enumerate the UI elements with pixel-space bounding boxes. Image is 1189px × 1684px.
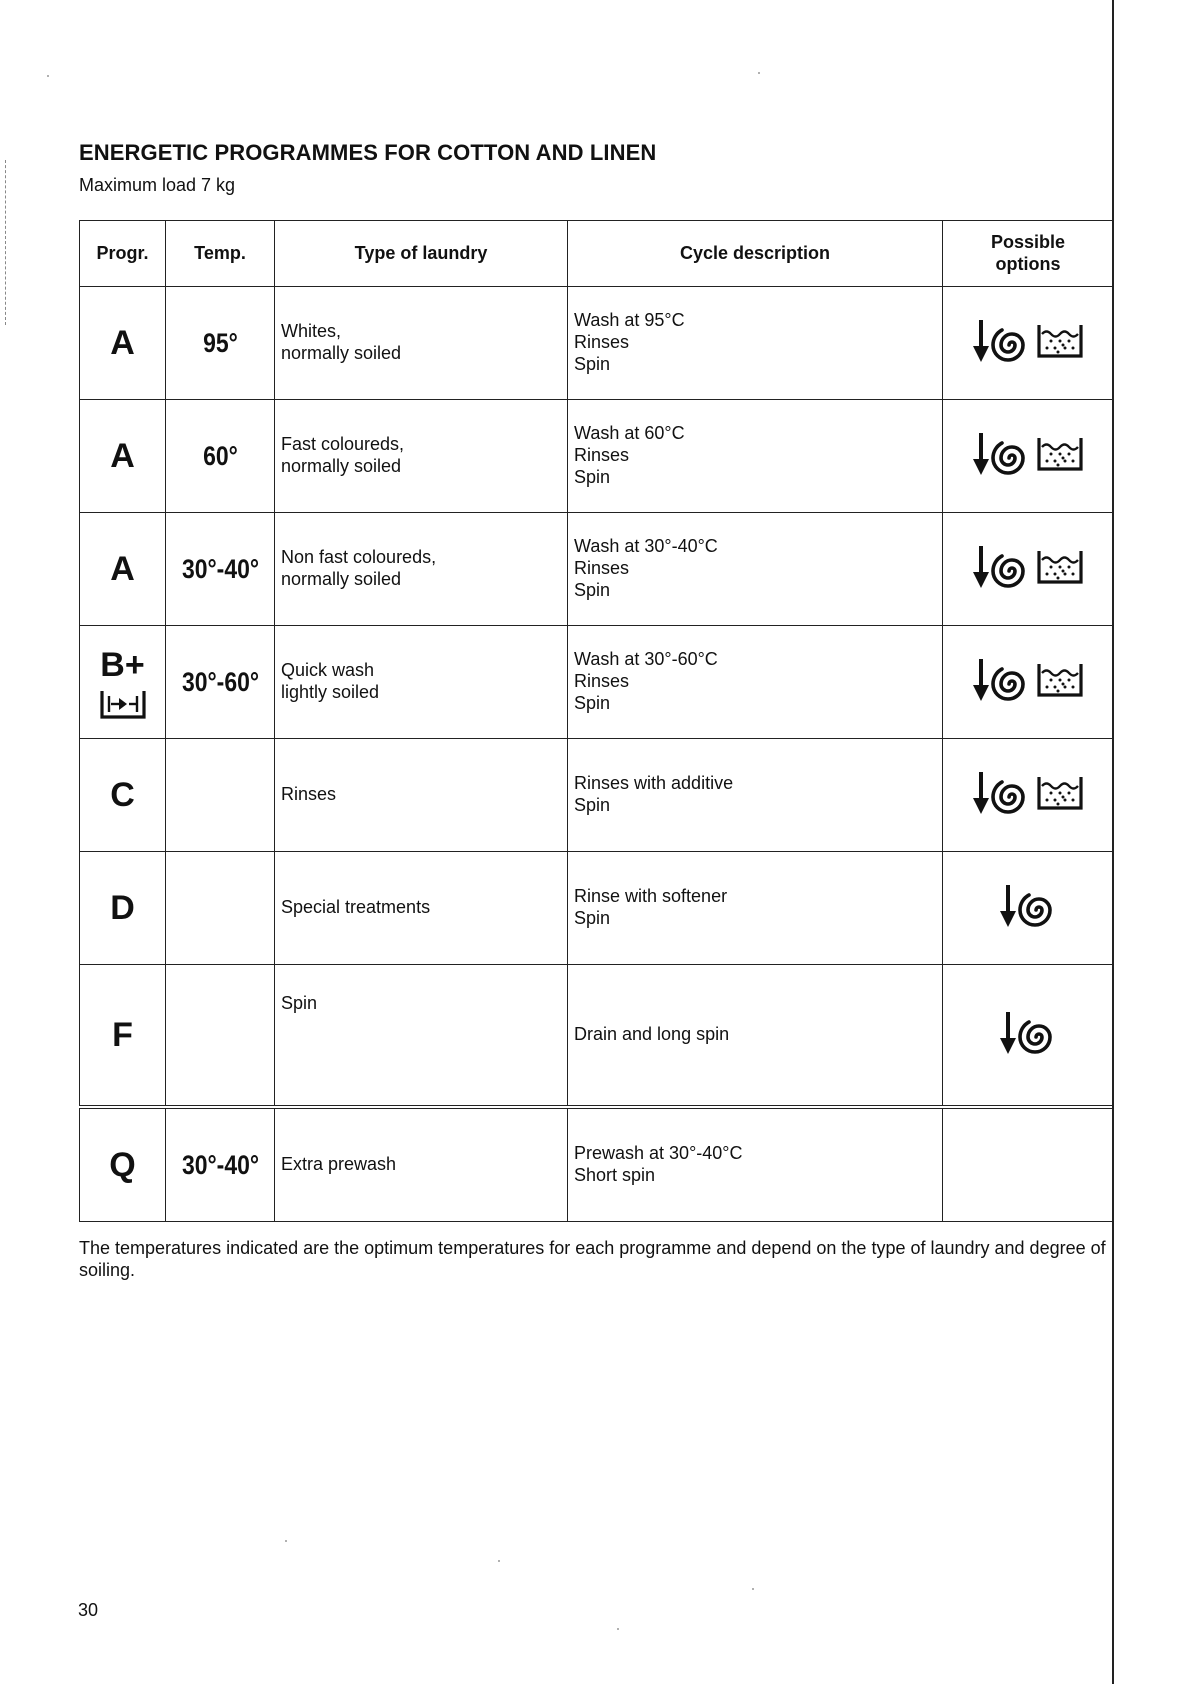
laundry-type-line: Rinses: [281, 784, 337, 805]
table-row: [80, 287, 1114, 400]
table-row: [80, 400, 1114, 513]
laundry-type-line: Extra prewash: [281, 1154, 397, 1175]
laundry-type-line: Non fast coloureds,: [281, 547, 437, 568]
page-subtitle: Maximum load 7 kg: [79, 175, 236, 195]
options-cell: [943, 287, 1114, 400]
rinse-hold-icon: [1036, 548, 1084, 586]
cycle-description-cell: [568, 965, 943, 1106]
spin-reduction-icon: [972, 316, 1030, 366]
programme-letter: C: [110, 775, 135, 814]
laundry-type-line: Fast coloureds,: [281, 434, 405, 455]
spin-reduction-icon: [999, 881, 1057, 931]
programme-letter: F: [112, 1015, 133, 1054]
cycle-description-line: Spin: [574, 466, 611, 487]
header-progr: Progr.: [80, 221, 166, 287]
programme-letter-cell: [80, 400, 166, 513]
cycle-description-line: Spin: [574, 353, 611, 374]
programme-letter-cell: [80, 287, 166, 400]
temperature-cell: [174, 965, 267, 1106]
rinse-hold-icon: [1036, 435, 1084, 473]
temperature-cell: 30°-40°: [174, 513, 267, 626]
programme-letter-cell: [80, 739, 166, 852]
spin-reduction-icon: [972, 542, 1030, 592]
laundry-type-line: lightly soiled: [281, 682, 380, 702]
laundry-type-line: Special treatments: [281, 897, 431, 918]
binding-marks: [5, 160, 7, 325]
cycle-description-line: Prewash at 30°-40°C: [574, 1143, 743, 1164]
laundry-type-cell: [275, 400, 568, 513]
cycle-description-line: Rinses: [574, 445, 630, 466]
footnote: The temperatures indicated are the optimum temperatures for each programme and depend on the type of laundry and degree of soiling.: [79, 1238, 1106, 1280]
programme-letter-cell: [80, 852, 166, 965]
programme-letter: B+: [100, 645, 145, 684]
cycle-description-cell: [568, 287, 943, 400]
options-cell: [943, 965, 1114, 1106]
cycle-description-line: Spin: [574, 579, 611, 600]
programme-letter-cell: [80, 965, 166, 1106]
temperature-cell: [174, 852, 267, 965]
spin-reduction-icon: [972, 655, 1030, 705]
page-number: 30: [78, 1600, 99, 1620]
cycle-description-line: Rinse with softener: [574, 886, 728, 907]
cycle-description-line: Rinses: [574, 558, 630, 579]
options-icons: [972, 655, 1084, 705]
options-icons: [999, 881, 1057, 931]
header-options: Possible options: [943, 221, 1114, 287]
cycle-description-line: Wash at 30°-60°C: [574, 649, 718, 670]
options-icons: [972, 429, 1084, 479]
laundry-type-line: Quick wash: [281, 660, 375, 681]
speck: [47, 75, 49, 77]
cycle-description-line: Spin: [574, 908, 611, 928]
programme-letter: A: [110, 436, 135, 475]
laundry-type-line: normally soiled: [281, 569, 402, 589]
cycle-description-cell: [568, 400, 943, 513]
options-cell: [943, 852, 1114, 965]
speck: [617, 1628, 619, 1630]
table-row: [80, 1109, 1114, 1222]
cycle-description-line: Rinses: [574, 332, 630, 353]
cycle-description-line: Wash at 30°-40°C: [574, 536, 718, 557]
page-title: ENERGETIC PROGRAMMES FOR COTTON AND LINEN: [79, 140, 657, 165]
options-cell: [943, 626, 1114, 739]
programme-letter-cell: [80, 626, 166, 739]
rinse-hold-icon: [1036, 774, 1084, 812]
laundry-type-cell: [275, 739, 568, 852]
laundry-type-cell: [275, 287, 568, 400]
table-row: [80, 626, 1114, 739]
options-icons: [972, 542, 1084, 592]
laundry-type-line: normally soiled: [281, 456, 402, 476]
programme-letter: D: [110, 888, 135, 927]
cycle-description-line: Rinses with additive: [574, 773, 734, 794]
programme-letter: A: [110, 549, 135, 588]
temperature-cell: 30°-60°: [174, 626, 267, 739]
temperature-cell: 95°: [174, 287, 267, 400]
spin-reduction-icon: [999, 1008, 1057, 1058]
options-icons: [972, 316, 1084, 366]
laundry-type-line: normally soiled: [281, 343, 402, 363]
cycle-description-line: Spin: [574, 692, 611, 713]
programme-table: [79, 220, 1114, 1106]
header-type: Type of laundry: [275, 221, 568, 287]
spin-reduction-icon: [972, 768, 1030, 818]
options-cell: [943, 400, 1114, 513]
rinse-hold-icon: [1036, 661, 1084, 699]
laundry-type-cell: [275, 1109, 568, 1222]
speck: [498, 1560, 500, 1562]
table-row: [80, 739, 1114, 852]
header-cycle: Cycle description: [568, 221, 943, 287]
laundry-type-line: Whites,: [281, 321, 342, 342]
speck: [752, 1588, 754, 1590]
temperature-cell: 30°-40°: [174, 1109, 267, 1222]
laundry-type-line: Spin: [281, 993, 318, 1013]
programme-letter-cell: [80, 1109, 166, 1222]
temperature-cell: 60°: [174, 400, 267, 513]
cycle-description-cell: [568, 1109, 943, 1222]
laundry-type-cell: [275, 513, 568, 626]
options-icons: [972, 768, 1084, 818]
cycle-description-cell: [568, 852, 943, 965]
cycle-description-cell: [568, 739, 943, 852]
rinse-hold-icon: [1036, 322, 1084, 360]
laundry-type-cell: [275, 965, 568, 1106]
cycle-description-line: Wash at 95°C: [574, 310, 685, 331]
speck: [758, 72, 760, 74]
cycle-description-line: Wash at 60°C: [574, 423, 685, 444]
cycle-description-line: Rinses: [574, 671, 630, 692]
header-temp: Temp.: [166, 221, 275, 287]
options-cell: [943, 513, 1114, 626]
options-icons: [999, 1008, 1057, 1058]
extra-prewash-table: [79, 1108, 1114, 1222]
programme-letter: Q: [109, 1145, 136, 1184]
table-row: [80, 852, 1114, 965]
speck: [285, 1540, 287, 1542]
laundry-type-cell: [275, 852, 568, 965]
laundry-type-cell: [275, 626, 568, 739]
programme-letter: A: [110, 323, 135, 362]
spin-reduction-icon: [972, 429, 1030, 479]
cycle-description-line: Drain and long spin: [574, 1024, 730, 1045]
temperature-cell: [174, 739, 267, 852]
table-row: [80, 513, 1114, 626]
cycle-description-line: Spin: [574, 795, 611, 815]
options-cell: [943, 1109, 1114, 1222]
prewash-icon: [99, 689, 147, 719]
options-cell: [943, 739, 1114, 852]
cycle-description-cell: [568, 626, 943, 739]
cycle-description-line: Short spin: [574, 1165, 656, 1185]
table-row: [80, 965, 1114, 1106]
programme-letter-cell: [80, 513, 166, 626]
cycle-description-cell: [568, 513, 943, 626]
